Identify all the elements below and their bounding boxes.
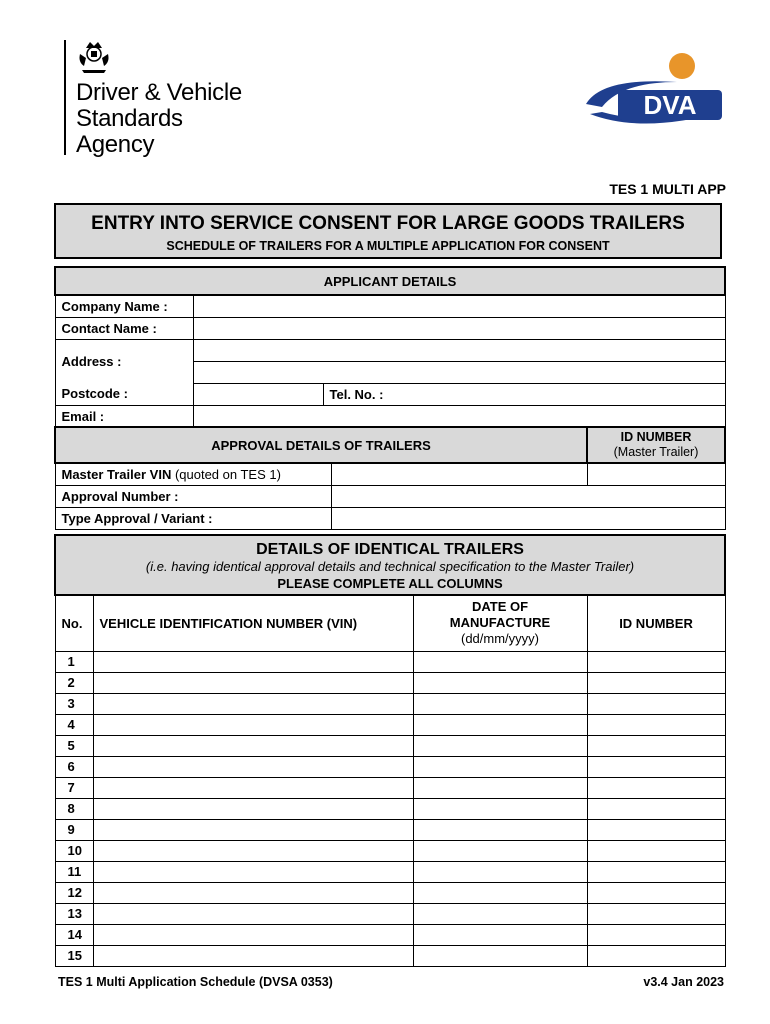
trailer-id-field[interactable] [587, 672, 725, 693]
trailer-id-field[interactable] [587, 924, 725, 945]
trailer-id-field[interactable] [587, 882, 725, 903]
trailer-id-field[interactable] [587, 840, 725, 861]
applicant-details-heading: APPLICANT DETAILS [55, 267, 725, 295]
company-name-label: Company Name : [55, 295, 193, 317]
trailer-row [55, 924, 725, 945]
master-vin-label-bold: Master Trailer VIN [61, 466, 172, 482]
trailer-vin-field[interactable] [93, 945, 413, 966]
royal-crest-icon [76, 40, 112, 74]
trailer-vin-field[interactable] [93, 861, 413, 882]
trailer-row [55, 861, 725, 882]
approval-details-table [54, 426, 726, 530]
trailer-row-number: 14 [55, 924, 93, 945]
footer-version: v3.4 Jan 2023 [643, 975, 724, 989]
column-header-id: ID NUMBER [587, 595, 725, 651]
contact-name-field[interactable] [193, 317, 725, 339]
trailer-vin-field[interactable] [93, 693, 413, 714]
type-approval-label: Type Approval / Variant : [55, 507, 331, 529]
trailer-date-field[interactable] [413, 924, 587, 945]
address-label: Address : [55, 339, 193, 383]
trailer-date-field[interactable] [413, 714, 587, 735]
trailer-rows [55, 651, 725, 966]
id-number-header [587, 427, 725, 463]
footer-form-name: TES 1 Multi Application Schedule (DVSA 0353) [58, 975, 333, 989]
trailer-row-number: 15 [55, 945, 93, 966]
trailer-row-number: 12 [55, 882, 93, 903]
trailer-date-field[interactable] [413, 861, 587, 882]
column-header-date-line-2: MANUFACTURE [449, 615, 551, 631]
column-header-date [413, 595, 587, 651]
approval-number-field[interactable] [331, 485, 725, 507]
master-vin-label [55, 463, 331, 485]
email-label: Email : [55, 405, 193, 427]
trailer-vin-field[interactable] [93, 798, 413, 819]
trailer-date-field[interactable] [413, 798, 587, 819]
trailer-date-field[interactable] [413, 945, 587, 966]
trailer-date-field[interactable] [413, 882, 587, 903]
trailer-row-number: 1 [55, 651, 93, 672]
trailer-id-field[interactable] [587, 798, 725, 819]
trailer-vin-field[interactable] [93, 756, 413, 777]
approval-number-label: Approval Number : [55, 485, 331, 507]
trailer-row [55, 945, 725, 966]
trailer-row [55, 777, 725, 798]
column-header-no: No. [55, 595, 93, 651]
trailer-row [55, 735, 725, 756]
trailer-date-field[interactable] [413, 651, 587, 672]
trailer-id-field[interactable] [587, 693, 725, 714]
email-field[interactable] [193, 405, 725, 427]
dvsa-logo [64, 40, 264, 160]
logo-divider [64, 40, 66, 155]
master-id-number-field[interactable] [587, 463, 725, 485]
identical-trailers-table [54, 534, 726, 967]
agency-name [76, 80, 242, 158]
trailer-id-field[interactable] [587, 945, 725, 966]
tel-no-label: Tel. No. : [329, 386, 384, 402]
identical-trailers-note: (i.e. having identical approval details and technical specification to the Master Trailer) [145, 558, 635, 574]
trailer-row [55, 819, 725, 840]
form-title: ENTRY INTO SERVICE CONSENT FOR LARGE GOODS TRAILERS [91, 213, 685, 234]
identical-trailers-heading: DETAILS OF IDENTICAL TRAILERS [256, 540, 524, 558]
trailer-vin-field[interactable] [93, 840, 413, 861]
trailer-row-number: 8 [55, 798, 93, 819]
trailer-vin-field[interactable] [93, 819, 413, 840]
trailer-id-field[interactable] [587, 777, 725, 798]
trailer-row [55, 903, 725, 924]
trailer-id-field[interactable] [587, 756, 725, 777]
trailer-date-field[interactable] [413, 735, 587, 756]
company-name-field[interactable] [193, 295, 725, 317]
trailer-vin-field[interactable] [93, 735, 413, 756]
trailer-id-field[interactable] [587, 651, 725, 672]
trailer-row-number: 3 [55, 693, 93, 714]
trailer-date-field[interactable] [413, 819, 587, 840]
trailer-row [55, 756, 725, 777]
column-header-date-line-1: DATE OF [471, 599, 529, 615]
form-reference: TES 1 MULTI APP [609, 181, 726, 197]
trailer-row-number: 2 [55, 672, 93, 693]
postcode-field[interactable] [193, 383, 323, 405]
trailer-date-field[interactable] [413, 756, 587, 777]
trailer-vin-field[interactable] [93, 714, 413, 735]
trailer-row [55, 840, 725, 861]
trailer-row-number: 13 [55, 903, 93, 924]
trailer-vin-field[interactable] [93, 777, 413, 798]
agency-line-3: Agency [76, 131, 155, 158]
dva-logo [582, 52, 727, 132]
agency-line-2: Standards [76, 105, 183, 132]
trailer-row-number: 4 [55, 714, 93, 735]
trailer-id-field[interactable] [587, 861, 725, 882]
trailer-id-field[interactable] [587, 819, 725, 840]
column-header-date-line-3: (dd/mm/yyyy) [461, 631, 539, 647]
identical-trailers-header [55, 535, 725, 595]
trailer-vin-field[interactable] [93, 882, 413, 903]
trailer-vin-field[interactable] [93, 651, 413, 672]
identical-trailers-instruction: PLEASE COMPLETE ALL COLUMNS [277, 575, 503, 591]
master-vin-field[interactable] [331, 463, 587, 485]
contact-name-label: Contact Name : [55, 317, 193, 339]
approval-details-heading: APPROVAL DETAILS OF TRAILERS [55, 427, 587, 463]
address-field-line-2[interactable] [193, 361, 725, 383]
tel-no-field[interactable] [323, 383, 725, 405]
form-title-box [54, 203, 722, 259]
trailer-id-field[interactable] [587, 903, 725, 924]
trailer-row-number: 11 [55, 861, 93, 882]
trailer-id-field[interactable] [587, 714, 725, 735]
trailer-date-field[interactable] [413, 840, 587, 861]
postcode-label: Postcode : [55, 383, 193, 405]
trailer-vin-field[interactable] [93, 672, 413, 693]
column-header-vin: VEHICLE IDENTIFICATION NUMBER (VIN) [93, 595, 413, 651]
trailer-row-number: 9 [55, 819, 93, 840]
trailer-date-field[interactable] [413, 693, 587, 714]
dva-logo-text: DVA [643, 90, 697, 120]
trailer-row-number: 7 [55, 777, 93, 798]
trailer-row [55, 882, 725, 903]
id-number-heading: ID NUMBER [620, 430, 692, 444]
trailer-row [55, 672, 725, 693]
type-approval-field[interactable] [331, 507, 725, 529]
trailer-row-number: 6 [55, 756, 93, 777]
trailer-date-field[interactable] [413, 777, 587, 798]
master-vin-label-note: (quoted on TES 1) [171, 466, 281, 482]
address-field-line-1[interactable] [193, 339, 725, 361]
applicant-details-table [54, 266, 726, 428]
trailer-vin-field[interactable] [93, 924, 413, 945]
trailer-row [55, 651, 725, 672]
trailer-row [55, 714, 725, 735]
trailer-id-field[interactable] [587, 735, 725, 756]
trailer-row [55, 798, 725, 819]
trailer-row-number: 10 [55, 840, 93, 861]
trailer-row [55, 693, 725, 714]
trailer-date-field[interactable] [413, 903, 587, 924]
trailer-row-number: 5 [55, 735, 93, 756]
id-number-subheading: (Master Trailer) [613, 445, 699, 459]
form-subtitle: SCHEDULE OF TRAILERS FOR A MULTIPLE APPLICATION FOR CONSENT [166, 239, 610, 253]
trailer-date-field[interactable] [413, 672, 587, 693]
agency-line-1: Driver & Vehicle [76, 79, 242, 106]
trailer-vin-field[interactable] [93, 903, 413, 924]
